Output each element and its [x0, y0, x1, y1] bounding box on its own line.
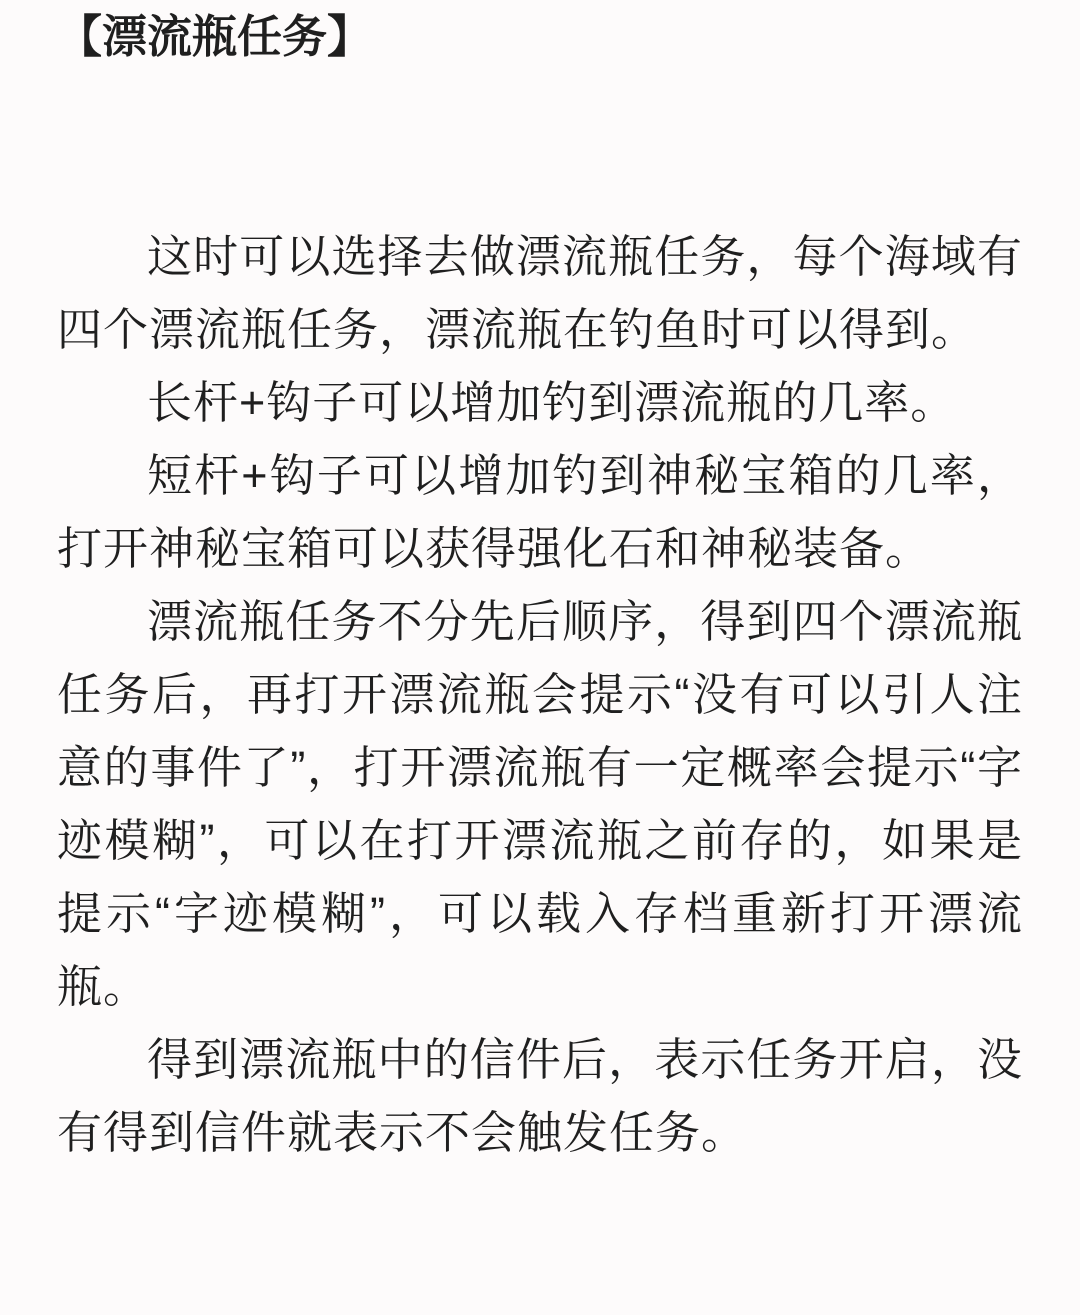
paragraph-letter-trigger: 得到漂流瓶中的信件后，表示任务开启，没有得到信件就表示不会触发任务。 — [57, 1034, 1023, 1158]
paragraph-short-rod-tip: 短杆+钩子可以增加钓到神秘宝箱的几率，打开神秘宝箱可以获得强化石和神秘装备。 — [57, 450, 1023, 574]
doc-title: 【漂流瓶任务】 — [57, 11, 373, 62]
paragraph-quest-order: 漂流瓶任务不分先后顺序，得到四个漂流瓶任务后，再打开漂流瓶会提示“没有可以引人注意的事件了”，打开漂流瓶有一定概率会提示“字迹模糊”，可以在打开漂流瓶之前存的，如果是提示“字迹模糊”，可以载入存档重新打开漂流瓶。 — [57, 596, 1023, 1012]
paragraph-intro: 这时可以选择去做漂流瓶任务，每个海域有四个漂流瓶任务，漂流瓶在钓鱼时可以得到。 — [57, 231, 1023, 355]
paragraph-long-rod-tip: 长杆+钩子可以增加钓到漂流瓶的几率。 — [147, 377, 957, 428]
